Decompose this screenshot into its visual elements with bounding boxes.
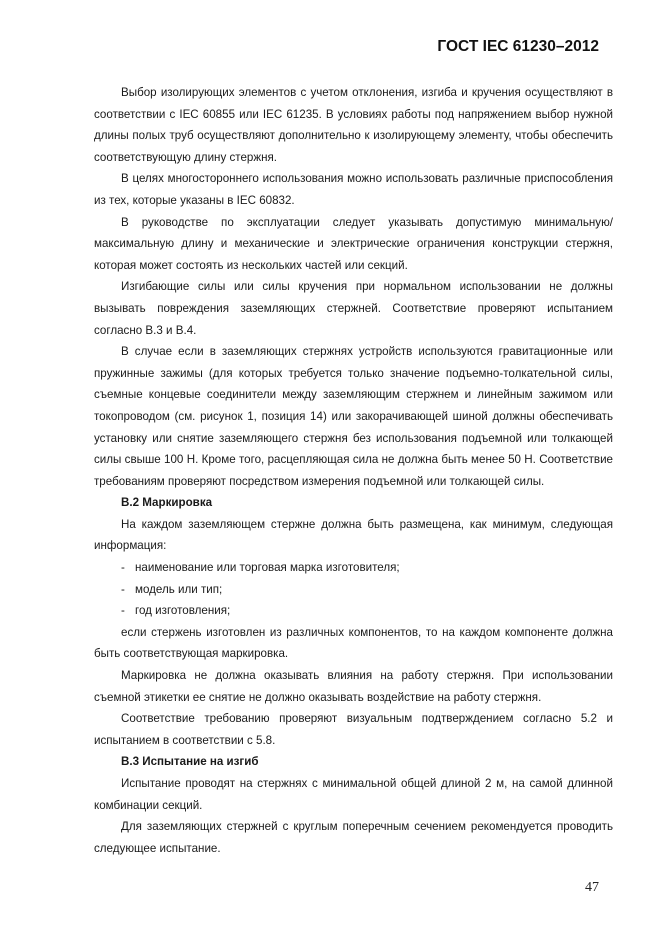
paragraph-components-marking: если стержень изготовлен из различных компонентов, то на каждом компоненте должна быть соответствующая маркировка. xyxy=(94,625,613,661)
paragraph-insulating-elements: Выбор изолирующих элементов с учетом отклонения, изгиба и кручения осуществляют в соответствии с IEC 60855 или IEC 61235. В условиях работы под напряжением выбор нужной длины полых труб осуществляют дополнительно к изолирующему элементу, чтобы обеспечить соответствующую длину стержня. xyxy=(94,86,613,164)
paragraph-operating-manual: В руководстве по эксплуатации следует указывать допустимую минимальную/максимальную длину и механические и электрические ограничения конструкции стержня, которая может состоять из нескольких частей или секций. xyxy=(94,215,613,272)
paragraph-clamps: В случае если в заземляющих стержнях устройств используются гравитационные или пружинные зажимы (для которых требуется только значение подъемно-толкательной силы, съемные концевые соединители между заземляющим стержнем и линейным зажимом или токопроводом (см. рисунок 1, позиция 14) или закорачивающей шиной должны обеспечивать установку или снятие заземляющего стержня без использования подъемной или толкающей силы свыше 100 Н. Кроме того, расцепляющая сила не должна быть менее 50 Н. Соответствие требованиям проверяют посредством измерения подъемной или толкающей силы. xyxy=(94,345,613,488)
paragraph-marking-influence: Маркировка не должна оказывать влияния на работу стержня. При использовании съемной этикетки ее снятие не должно оказывать воздействие на работу стержня. xyxy=(94,669,613,704)
list-item xyxy=(94,557,613,579)
list-item xyxy=(94,600,613,622)
list-item-text: наименование или торговая марка изготовителя; xyxy=(135,561,400,575)
list-dash: - xyxy=(121,561,125,575)
page-number: 47 xyxy=(585,880,599,895)
list-dash: - xyxy=(121,604,125,618)
list-item-text: год изготовления; xyxy=(135,604,231,618)
list-item-text: модель или тип; xyxy=(135,582,223,596)
section-heading-marking: В.2 Маркировка xyxy=(121,496,213,510)
paragraph-marking-info: На каждом заземляющем стержне должна быть размещена, как минимум, следующая информация: xyxy=(94,517,613,553)
document-header: ГОСТ IEC 61230–2012 xyxy=(437,38,599,55)
paragraph-marking-compliance: Соответствие требованию проверяют визуальным подтверждением согласно 5.2 и испытанием в соответствии с 5.8. xyxy=(94,712,613,747)
paragraph-test-conditions: Испытание проводят на стержнях с минимальной общей длиной 2 м, на самой длинной комбинации секций. xyxy=(94,777,613,812)
paragraph-bending-forces: Изгибающие силы или силы кручения при нормальном использовании не должны вызывать повреждения заземляющих стержней. Соответствие проверяют испытанием согласно В.3 и В.4. xyxy=(94,280,613,337)
document-body xyxy=(94,82,613,859)
section-heading-bending-test: В.3 Испытание на изгиб xyxy=(121,755,259,769)
paragraph-multipurpose-use: В целях многостороннего использования можно использовать различные приспособления из тех, которые указаны в IEC 60832. xyxy=(94,172,613,207)
paragraph-round-section-test: Для заземляющих стержней с круглым поперечным сечением рекомендуется проводить следующее испытание. xyxy=(94,820,613,855)
list-dash: - xyxy=(121,582,125,596)
marking-list xyxy=(94,557,613,622)
list-item xyxy=(94,579,613,601)
